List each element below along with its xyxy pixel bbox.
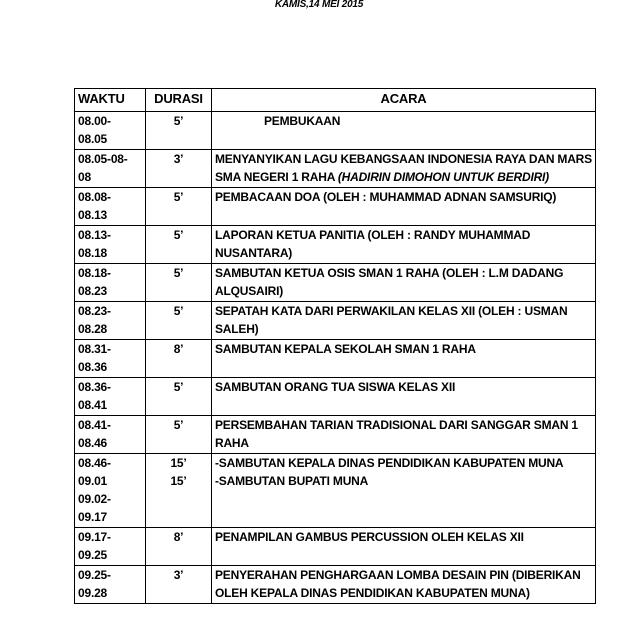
time-cell <box>75 264 146 302</box>
duration-cell: 3’ <box>146 566 212 604</box>
time-cell <box>75 566 146 604</box>
column-header-waktu: WAKTU <box>75 89 146 112</box>
time-cell <box>75 302 146 340</box>
event-cell: SEPATAH KATA DARI PERWAKILAN KELAS XII (OLEH : USMAN SALEH) <box>212 302 596 340</box>
event-cell: LAPORAN KETUA PANITIA (OLEH : RANDY MUHAMMAD NUSANTARA) <box>212 226 596 264</box>
time-start: 08.41- <box>78 418 111 432</box>
event-note: (HADIRIN DIMOHON UNTUK BERDIRI) <box>337 170 549 184</box>
time-start: 08.05-08- <box>78 152 128 166</box>
time-start: 08.46- <box>78 456 111 470</box>
event-text: -SAMBUTAN KEPALA DINAS PENDIDIKAN KABUPATEN MUNA <box>215 456 564 470</box>
duration-value: 15’ <box>170 456 187 470</box>
duration-cell: 3’ <box>146 150 212 188</box>
time-end: 08 <box>78 170 91 184</box>
event-cell <box>212 454 596 528</box>
date-heading: KAMIS,14 MEI 2015 <box>274 0 364 10</box>
time-end: 08.05 <box>78 132 108 146</box>
column-header-durasi: DURASI <box>146 89 212 112</box>
event-cell: SAMBUTAN KEPALA SEKOLAH SMAN 1 RAHA <box>212 340 596 378</box>
event-cell: PEMBACAAN DOA (OLEH : MUHAMMAD ADNAN SAMSURIQ) <box>212 188 596 226</box>
time-cell <box>75 188 146 226</box>
time-end: 09.28 <box>78 586 108 600</box>
duration-value: 15’ <box>170 474 187 488</box>
table-row <box>75 150 596 188</box>
event-cell <box>212 150 596 188</box>
table-header-row <box>75 89 596 112</box>
time-cell <box>75 112 146 150</box>
time-start: 08.13- <box>78 228 111 242</box>
table-row <box>75 340 596 378</box>
time-cell <box>75 378 146 416</box>
time-end: 09.25 <box>78 548 108 562</box>
table-row <box>75 454 596 528</box>
time-cell <box>75 226 146 264</box>
column-header-acara: ACARA <box>212 89 596 112</box>
time-cell <box>75 454 146 528</box>
time-start: 08.36- <box>78 380 111 394</box>
event-cell: PENAMPILAN GAMBUS PERCUSSION OLEH KELAS XII <box>212 528 596 566</box>
time-start: 08.23- <box>78 304 111 318</box>
time-end: 08.28 <box>78 322 108 336</box>
time-cell <box>75 416 146 454</box>
time-start: 09.17- <box>78 530 111 544</box>
duration-cell: 5’ <box>146 264 212 302</box>
table-row <box>75 528 596 566</box>
time-cell <box>75 528 146 566</box>
table-row <box>75 112 596 150</box>
time-start: 09.25- <box>78 568 111 582</box>
time-end: 08.13 <box>78 208 108 222</box>
duration-cell: 5’ <box>146 378 212 416</box>
event-cell: SAMBUTAN ORANG TUA SISWA KELAS XII <box>212 378 596 416</box>
table-row <box>75 566 596 604</box>
time-start: 09.02- <box>78 492 111 506</box>
table-row <box>75 378 596 416</box>
time-end: 09.17 <box>78 510 108 524</box>
time-end: 08.18 <box>78 246 108 260</box>
time-cell <box>75 340 146 378</box>
duration-cell <box>146 454 212 528</box>
duration-cell: 8’ <box>146 340 212 378</box>
time-start: 08.18- <box>78 266 111 280</box>
duration-cell: 5’ <box>146 302 212 340</box>
event-cell: SAMBUTAN KETUA OSIS SMAN 1 RAHA (OLEH : L.M DADANG ALQUSAIRI) <box>212 264 596 302</box>
duration-cell: 5’ <box>146 226 212 264</box>
event-text: -SAMBUTAN BUPATI MUNA <box>215 474 369 488</box>
table-row <box>75 226 596 264</box>
time-cell <box>75 150 146 188</box>
duration-cell: 5’ <box>146 112 212 150</box>
event-text: MENYANYIKAN LAGU KEBANGSAAN INDONESIA RAYA DAN MARS SMA NEGERI 1 RAHA <box>215 152 592 184</box>
time-end: 08.23 <box>78 284 108 298</box>
time-end: 08.41 <box>78 398 108 412</box>
event-cell: PERSEMBAHAN TARIAN TRADISIONAL DARI SANGGAR SMAN 1 RAHA <box>212 416 596 454</box>
time-end: 08.46 <box>78 436 108 450</box>
event-cell: PENYERAHAN PENGHARGAAN LOMBA DESAIN PIN (DIBERIKAN OLEH KEPALA DINAS PENDIDIKAN KABUPATEN MUNA) <box>212 566 596 604</box>
table-row <box>75 188 596 226</box>
table-row <box>75 264 596 302</box>
duration-cell: 5’ <box>146 188 212 226</box>
time-start: 08.00- <box>78 114 111 128</box>
event-schedule-table <box>74 88 596 604</box>
table-row <box>75 416 596 454</box>
table-row <box>75 302 596 340</box>
time-end: 09.01 <box>78 474 108 488</box>
duration-cell: 5’ <box>146 416 212 454</box>
duration-cell: 8’ <box>146 528 212 566</box>
time-end: 08.36 <box>78 360 108 374</box>
time-start: 08.08- <box>78 190 111 204</box>
time-start: 08.31- <box>78 342 111 356</box>
event-cell: PEMBUKAAN <box>212 112 596 150</box>
